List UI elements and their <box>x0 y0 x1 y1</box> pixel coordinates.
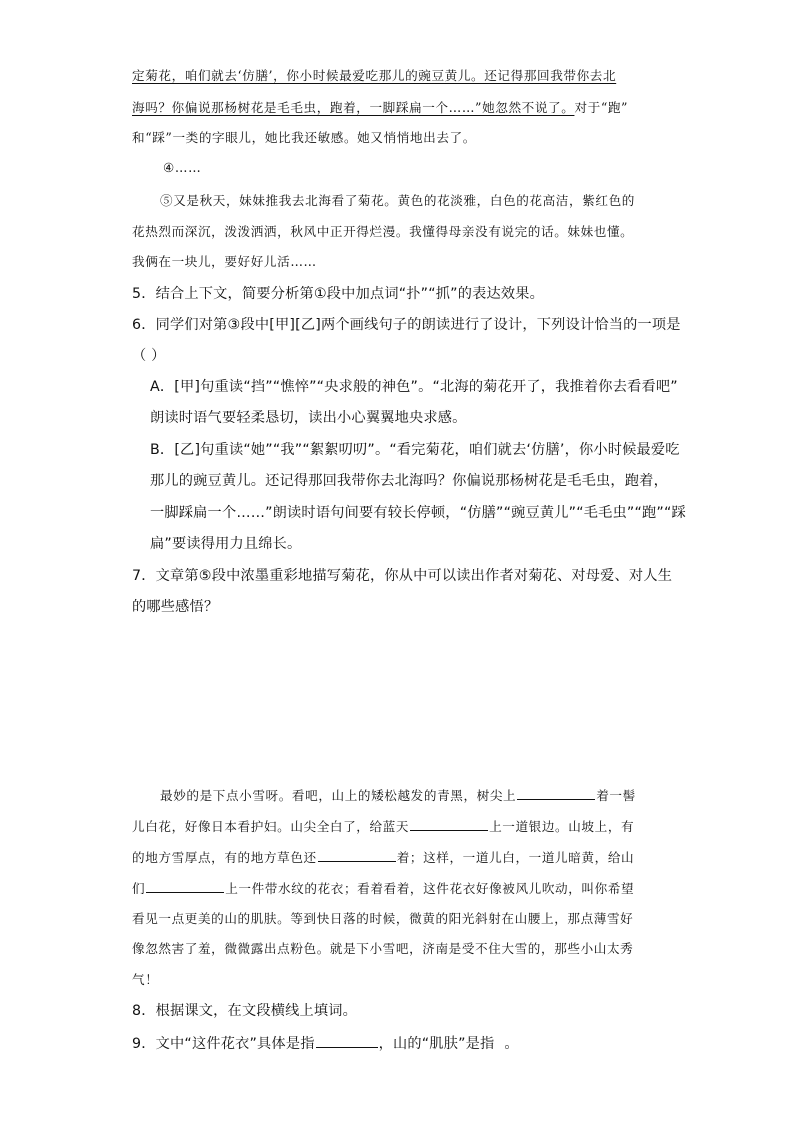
question-9-end: 。 <box>504 1036 519 1052</box>
passage2-line-6: 像忽然害了羞，微微露出点粉色。就是下小雪吧，济南是受不住大雪的，那些小山太秀 <box>132 941 634 956</box>
question-7-line-2: 的哪些感悟？ <box>132 599 219 615</box>
passage1-line-1: 定菊花，咱们就去‘仿膳’，你小时候最爱吃那儿的豌豆黄儿。还记得那回我带你去北 <box>132 68 617 83</box>
option-a-line-2: 朗读时语气要轻柔恳切，读出小心翼翼地央求感。 <box>150 410 467 426</box>
option-b-line-4: 扁”要读得用力且绵长。 <box>150 536 302 552</box>
passage2-line-4 <box>132 878 634 899</box>
paragraph-5-line-2: 花热烈而深沉，泼泼洒洒，秋风中正开得烂漫。我懂得母亲没有说完的话。妹妹也懂。 <box>132 224 634 239</box>
fill-blank-3[interactable] <box>318 847 396 862</box>
passage2-text: 们 <box>132 881 146 896</box>
answer-blank-flower-coat[interactable] <box>316 1033 378 1048</box>
passage2-text: 的地方雪厚点，有的地方草色还 <box>132 850 317 865</box>
question-7-line-1: 7．文章第⑤段中浓墨重彩地描写菊花，你从中可以读出作者对菊花、对母爱、对人生 <box>132 568 673 584</box>
fill-blank-2[interactable] <box>410 816 488 831</box>
passage2-text: 最妙的是下点小雪呀。看吧，山上的矮松越发的青黑，树尖上 <box>160 788 517 803</box>
passage2-line-2 <box>132 816 634 837</box>
paragraph-4: ④…… <box>163 160 202 175</box>
fill-blank-4[interactable] <box>146 878 224 893</box>
question-6-line-1: 6．同学们对第③段中[甲][乙]两个画线句子的朗读进行了设计，下列设计恰当的一项是 <box>132 317 681 333</box>
paragraph-5-line-1: ⑤又是秋天，妹妹推我去北海看了菊花。黄色的花淡雅，白色的花高洁，紫红色的 <box>160 193 635 208</box>
question-9-text: 9．文中“这件花衣”具体是指 <box>132 1036 315 1052</box>
option-b-line-3: 一脚踩扁一个……”朗读时语句间要有较长停顿，“仿膳”“豌豆黄儿”“毛毛虫”“跑”“踩 <box>150 505 686 521</box>
passage2-text: 着；这样，一道儿白，一道儿暗黄，给山 <box>396 850 635 865</box>
passage2-text: 儿白花，好像日本看护妇。山尖全白了，给蓝天 <box>132 819 410 834</box>
passage2-line-5: 看见一点更美的山的肌肤。等到快日落的时候，微黄的阳光斜射在山腰上，那点薄雪好 <box>132 911 634 926</box>
underlined-sentence-yi: 海吗？你偏说那杨树花是毛毛虫，跑着，一脚踩扁一个……”她忽然不说了。 <box>132 100 575 115</box>
passage2-line-1 <box>160 785 636 806</box>
option-b-line-2: 那儿的豌豆黄儿。还记得那回我带你去北海吗？你偏说那杨树花是毛毛虫，跑着， <box>150 473 668 489</box>
question-6-answer-bracket: （ ） <box>132 348 166 364</box>
passage1-line-2-rest: 对于“跑” <box>574 100 629 115</box>
option-a-line-1: A．[甲]句重读“挡”“憔悴”“央求般的神色”。“北海的菊花开了，我推着你去看看吧” <box>150 379 678 395</box>
passage1-line-3: 和“踩”一类的字眼儿，她比我还敏感。她又悄悄地出去了。 <box>132 130 476 145</box>
question-5: 5．结合上下文，简要分析第①段中加点词“扑”“抓”的表达效果。 <box>132 286 545 302</box>
paragraph-5-line-3: 我俩在一块儿，要好好儿活…… <box>132 254 317 269</box>
passage2-text: 上一道银边。山坡上，有 <box>489 819 635 834</box>
question-9-text: ，山的“肌肤”是指 <box>378 1036 495 1052</box>
option-b-line-1: B．[乙]句重读“她”“我”“絮絮叨叨”。“看完菊花，咱们就去‘仿膳’，你小时候最爱吃 <box>150 442 680 458</box>
passage2-text: 着一髻 <box>596 788 636 803</box>
fill-blank-1[interactable] <box>517 785 595 800</box>
question-8: 8．根据课文，在文段横线上填词。 <box>132 1003 358 1019</box>
passage2-line-3 <box>132 847 634 868</box>
passage2-text: 上一件带水纹的花衣；看着看着，这件花衣好像被风儿吹动，叫你希望 <box>225 881 635 896</box>
question-9 <box>132 1033 519 1054</box>
passage1-line-2 <box>132 98 628 118</box>
passage2-line-7: 气！ <box>132 972 159 987</box>
